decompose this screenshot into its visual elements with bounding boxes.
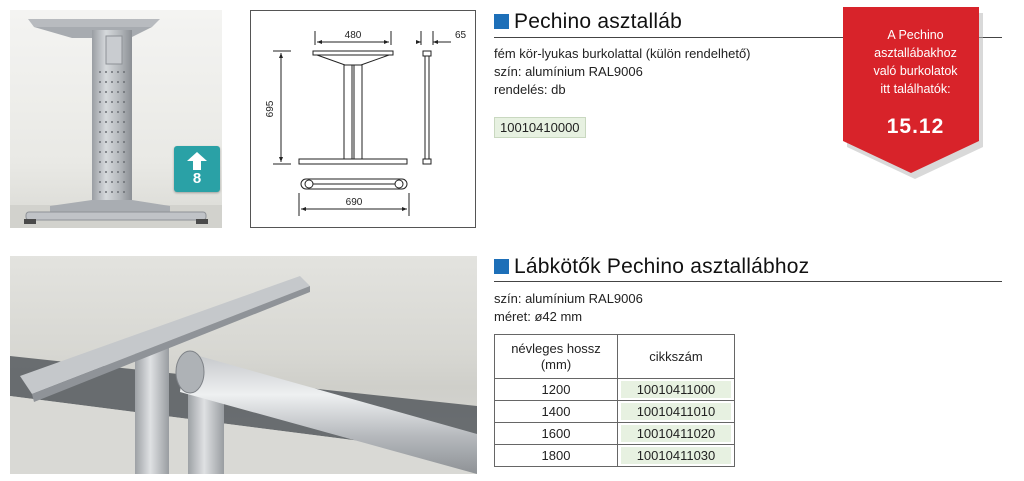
product1-info bbox=[494, 45, 751, 99]
badge-number: 8 bbox=[192, 170, 202, 187]
info-line: méret: ø42 mm bbox=[494, 309, 583, 324]
info-line: fém kör-lyukas burkolattal (külön rendelhető) bbox=[494, 46, 751, 61]
info-line: szín: alumínium RAL9006 bbox=[494, 291, 643, 306]
product1-title: Pechino asztalláb bbox=[494, 10, 682, 34]
crossbar-illustration bbox=[10, 256, 477, 474]
title-square-icon bbox=[494, 259, 509, 274]
product2-title: Lábkötők Pechino asztallábhoz bbox=[494, 255, 809, 279]
table-row bbox=[495, 379, 735, 401]
product-photo-leg bbox=[10, 10, 222, 228]
info-line: szín: alumínium RAL9006 bbox=[494, 64, 643, 79]
product-photo-crossbar bbox=[10, 256, 477, 474]
length-code-table bbox=[494, 334, 735, 467]
title-square-icon bbox=[494, 14, 509, 29]
row-length: 1200 bbox=[495, 379, 618, 401]
title-rule bbox=[494, 281, 1002, 282]
table-row bbox=[495, 401, 735, 423]
callout-text: A Pechino asztallábakhoz való burkolatok itt találhatók: bbox=[873, 28, 958, 96]
product2-info bbox=[494, 290, 643, 326]
table-leg-illustration bbox=[10, 10, 222, 228]
header-code: cikkszám bbox=[618, 335, 735, 379]
page-badge bbox=[174, 146, 220, 192]
row-length: 1800 bbox=[495, 445, 618, 467]
table-row bbox=[495, 423, 735, 445]
header-length: névleges hossz (mm) bbox=[495, 335, 618, 379]
callout-page-ref: 15.12 bbox=[886, 115, 945, 138]
dim-foot-length: 690 bbox=[345, 197, 363, 208]
dim-height: 695 bbox=[265, 100, 276, 118]
reference-callout[interactable] bbox=[843, 7, 988, 183]
row-length: 1600 bbox=[495, 423, 618, 445]
row-code: 10010411030 bbox=[618, 445, 735, 467]
row-code: 10010411010 bbox=[618, 401, 735, 423]
dim-width: 480 bbox=[344, 30, 362, 41]
table-row bbox=[495, 445, 735, 467]
table-header-row bbox=[495, 335, 735, 379]
dim-depth: 65 bbox=[455, 30, 467, 41]
arrow-up-icon bbox=[187, 152, 207, 170]
row-code: 10010411000 bbox=[618, 379, 735, 401]
technical-drawing bbox=[250, 10, 476, 228]
row-code: 10010411020 bbox=[618, 423, 735, 445]
product1-code: 10010410000 bbox=[494, 117, 586, 138]
info-line: rendelés: db bbox=[494, 82, 566, 97]
row-length: 1400 bbox=[495, 401, 618, 423]
